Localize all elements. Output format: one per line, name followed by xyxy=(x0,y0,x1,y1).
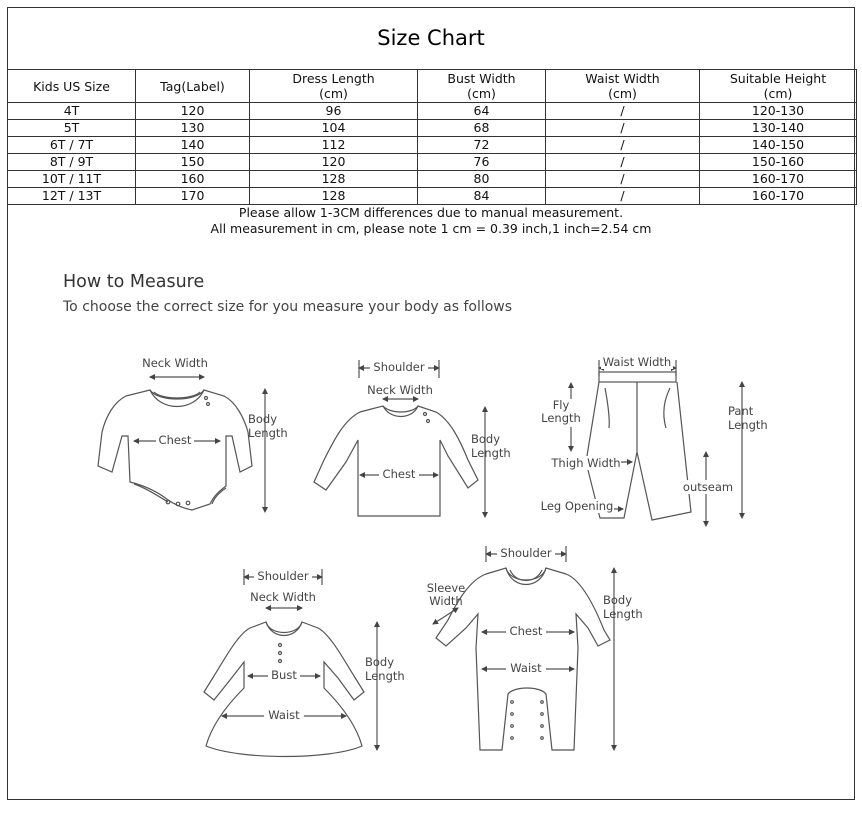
shirt-length-label-2: Length xyxy=(471,446,511,460)
pants-outseam-label: outseam xyxy=(682,480,734,494)
table-cell: / xyxy=(546,137,700,154)
table-cell: 160 xyxy=(136,171,250,188)
header-tag-label: Tag(Label) xyxy=(136,70,250,103)
dress-shoulder-label: Shoulder xyxy=(257,569,309,583)
shirt-neck-label: Neck Width xyxy=(367,383,433,397)
dress-bust-label: Bust xyxy=(271,668,297,682)
table-cell: 96 xyxy=(250,103,418,120)
romper-length-label-2: Length xyxy=(603,607,643,621)
table-cell: 140-150 xyxy=(700,137,857,154)
header-suitable-height: Suitable Height (cm) xyxy=(700,70,857,103)
romper-length-label-1: Body xyxy=(603,593,633,607)
table-cell: 112 xyxy=(250,137,418,154)
table-cell: / xyxy=(546,188,700,205)
bodysuit-length-label-1: Body xyxy=(248,412,278,426)
table-cell: 84 xyxy=(418,188,546,205)
page-title: Size Chart xyxy=(377,26,485,50)
table-cell: 5T xyxy=(8,120,136,137)
romper-sleeve-label-2: Width xyxy=(429,594,463,608)
table-cell: 150-160 xyxy=(700,154,857,171)
note-conversion: All measurement in cm, please note 1 cm = 0.39 inch,1 inch=2.54 cm xyxy=(210,221,652,236)
pants-pant-length-label-2: Length xyxy=(728,418,768,432)
dress-length-label-1: Body xyxy=(365,655,395,669)
bodysuit-length-label-2: Length xyxy=(248,426,288,440)
table-cell: 160-170 xyxy=(700,188,857,205)
dress-waist-label: Waist xyxy=(268,708,300,722)
dress-neck-label: Neck Width xyxy=(250,590,316,604)
romper-sleeve-label-1: Sleeve xyxy=(426,581,466,595)
header-dress-length: Dress Length (cm) xyxy=(250,70,418,103)
table-cell: 128 xyxy=(250,188,418,205)
table-cell: 72 xyxy=(418,137,546,154)
table-cell: / xyxy=(546,103,700,120)
table-cell: 130 xyxy=(136,120,250,137)
table-cell: 120 xyxy=(250,154,418,171)
table-cell: 150 xyxy=(136,154,250,171)
bodysuit-neck-label: Neck Width xyxy=(142,356,208,370)
how-to-measure-heading: How to Measure xyxy=(63,272,205,292)
pants-fly-label-2: Length xyxy=(541,411,581,425)
table-cell: 68 xyxy=(418,120,546,137)
table-cell: 170 xyxy=(136,188,250,205)
pants-pant-length-label-1: Pant xyxy=(728,404,754,418)
pants-waist-label: Waist Width xyxy=(602,355,672,369)
table-cell: 104 xyxy=(250,120,418,137)
table-cell: 120 xyxy=(136,103,250,120)
romper-waist-label: Waist xyxy=(510,661,542,675)
romper-diagram xyxy=(433,546,614,750)
romper-shoulder-label: Shoulder xyxy=(500,546,552,560)
shirt-chest-label: Chest xyxy=(382,467,416,481)
table-cell: 10T / 11T xyxy=(8,171,136,188)
table-cell: 140 xyxy=(136,137,250,154)
table-cell: 8T / 9T xyxy=(8,154,136,171)
table-cell: 12T / 13T xyxy=(8,188,136,205)
table-cell: / xyxy=(546,171,700,188)
table-cell: 76 xyxy=(418,154,546,171)
table-cell: / xyxy=(546,154,700,171)
shirt-length-label-1: Body xyxy=(471,432,501,446)
header-bust-width: Bust Width (cm) xyxy=(418,70,546,103)
pants-thigh-label: Thigh Width xyxy=(551,456,621,470)
bodysuit-chest-label: Chest xyxy=(158,433,192,447)
table-cell: 4T xyxy=(8,103,136,120)
table-cell: 128 xyxy=(250,171,418,188)
table-cell: 160-170 xyxy=(700,171,857,188)
header-waist-width: Waist Width (cm) xyxy=(546,70,700,103)
pants-leg-opening-label: Leg Opening xyxy=(540,499,614,513)
header-kids-us-size: Kids US Size xyxy=(8,70,136,103)
note-tolerance: Please allow 1-3CM differences due to manual measurement. xyxy=(238,205,624,220)
table-cell: / xyxy=(546,120,700,137)
table-cell: 6T / 7T xyxy=(8,137,136,154)
romper-chest-label: Chest xyxy=(509,624,543,638)
table-cell: 64 xyxy=(418,103,546,120)
shirt-shoulder-label: Shoulder xyxy=(373,360,425,374)
table-cell: 80 xyxy=(418,171,546,188)
table-cell: 120-130 xyxy=(700,103,857,120)
dress-length-label-2: Length xyxy=(365,669,405,683)
how-to-measure-subheading: To choose the correct size for you measure your body as follows xyxy=(63,299,513,315)
table-cell: 130-140 xyxy=(700,120,857,137)
pants-fly-label-1: Fly xyxy=(552,398,570,412)
